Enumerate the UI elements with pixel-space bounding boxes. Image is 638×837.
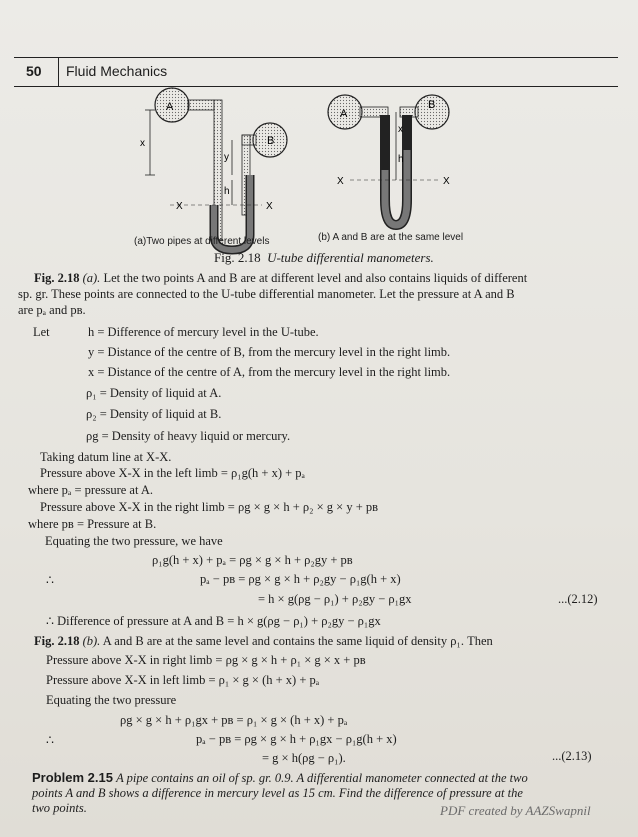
label-a-X-right: X bbox=[266, 201, 273, 212]
u-tube-figure bbox=[0, 0, 638, 260]
para2-line1 bbox=[34, 634, 493, 649]
label-b-X-right: X bbox=[443, 176, 450, 187]
where-pb: where pʙ = Pressure at B. bbox=[28, 517, 157, 531]
definition-rhog: ρg = Density of heavy liquid or mercury. bbox=[86, 429, 291, 443]
pressure-left-limb-b: Pressure above X-X in left limb = ρ₁ × g × (h + x) + pₐ bbox=[46, 673, 320, 687]
caption-b: (b) A and B are at the same level bbox=[318, 232, 464, 243]
para1-fig-ref: Fig. 2.18 bbox=[34, 271, 80, 285]
equation-2: pₐ − pʙ = ρg × g × h + ρ₂gy − ρ₁g(h + x) bbox=[200, 572, 401, 586]
running-title: Fluid Mechanics bbox=[66, 63, 168, 79]
label-a-h: h bbox=[224, 186, 230, 197]
para1-line1 bbox=[34, 271, 527, 286]
label-b-h: h bbox=[398, 154, 404, 165]
equation-number-212: ...(2.12) bbox=[558, 592, 598, 606]
problem-heading: Problem 2.15 bbox=[32, 770, 113, 785]
para2-text1: A and B are at the same level and contains the same liquid of density ρ₁. Then bbox=[102, 634, 493, 648]
para1-fig-part: (a). bbox=[82, 271, 101, 285]
equation-6: = g × h(ρg − ρ₁). bbox=[262, 751, 346, 765]
label-a-A: A bbox=[166, 101, 174, 113]
watermark: PDF created by AAZSwapnil bbox=[440, 803, 591, 818]
definition-x: x = Distance of the centre of A, from the mercury level in the right limb. bbox=[88, 365, 451, 379]
equation-1: ρ₁g(h + x) + pₐ = ρg × g × h + ρ₂gy + pʙ bbox=[152, 553, 353, 567]
equating-text-2: Equating the two pressure bbox=[46, 693, 177, 707]
label-a-X-left: X bbox=[176, 201, 183, 212]
problem-line2: points A and B shows a difference in mercury level as 15 cm. Find the difference of pressure at the bbox=[32, 786, 523, 800]
equation-4: ρg × g × h + ρ₁gx + pʙ = ρ₁ × g × (h + x) + pₐ bbox=[120, 713, 348, 727]
therefore-2: ∴ bbox=[46, 733, 54, 747]
where-pa: where pₐ = pressure at A. bbox=[28, 483, 154, 497]
figure-title: U-tube differential manometers. bbox=[267, 250, 434, 265]
figure-number: Fig. 2.18 bbox=[214, 250, 261, 265]
label-b-x: x bbox=[398, 124, 403, 135]
para2-fig-part: (b). bbox=[82, 634, 101, 648]
label-b-X-left: X bbox=[337, 176, 344, 187]
datum-line: Taking datum line at X-X. bbox=[40, 450, 172, 464]
definition-rho2: ρ₂ = Density of liquid at B. bbox=[86, 407, 222, 421]
equation-5: pₐ − pʙ = ρg × g × h + ρ₁gx − ρ₁g(h + x) bbox=[196, 732, 397, 746]
definition-y: y = Distance of the centre of B, from the mercury level in the right limb. bbox=[88, 345, 451, 359]
para1-line3: are pₐ and pʙ. bbox=[18, 303, 86, 317]
figure-caption bbox=[214, 250, 434, 266]
label-a-y: y bbox=[224, 152, 229, 163]
label-a-x: x bbox=[140, 138, 145, 149]
let-label: Let bbox=[33, 325, 50, 339]
pressure-left-limb: Pressure above X-X in the left limb = ρ₁g(h + x) + pₐ bbox=[40, 466, 305, 480]
pressure-right-limb-b: Pressure above X-X in right limb = ρg × g × h + ρ₁ × g × x + pʙ bbox=[46, 653, 366, 667]
equation-number-213: ...(2.13) bbox=[552, 749, 592, 763]
para1-text1: Let the two points A and B are at different level and also contains liquids of different bbox=[103, 271, 528, 285]
equation-3: = h × g(ρg − ρ₁) + ρ₂gy − ρ₁gx bbox=[258, 592, 412, 606]
label-b-A: A bbox=[340, 108, 348, 120]
pressure-right-limb: Pressure above X-X in the right limb = ρg × g × h + ρ₂ × g × y + pʙ bbox=[40, 500, 379, 514]
equating-text: Equating the two pressure, we have bbox=[45, 534, 223, 548]
page-number: 50 bbox=[26, 63, 42, 79]
caption-a: (a)Two pipes at different levels bbox=[134, 236, 270, 247]
definition-rho1: ρ₁ = Density of liquid at A. bbox=[86, 386, 222, 400]
para1-line2: sp. gr. These points are connected to the U-tube differential manometer. Let the pressure at A and B bbox=[18, 287, 515, 301]
pressure-difference-a: ∴ Difference of pressure at A and B = h × g(ρg − ρ₁) + ρ₂gy − ρ₁gx bbox=[46, 614, 381, 628]
definition-h: h = Difference of mercury level in the U-tube. bbox=[88, 325, 319, 339]
label-b-B: B bbox=[428, 99, 436, 111]
para2-fig-ref: Fig. 2.18 bbox=[34, 634, 80, 648]
therefore-1: ∴ bbox=[46, 573, 54, 587]
problem-line1: A pipe contains an oil of sp. gr. 0.9. A differential manometer connected at the two bbox=[116, 771, 528, 785]
problem-line3: two points. bbox=[32, 801, 87, 815]
label-a-B: B bbox=[267, 135, 275, 147]
